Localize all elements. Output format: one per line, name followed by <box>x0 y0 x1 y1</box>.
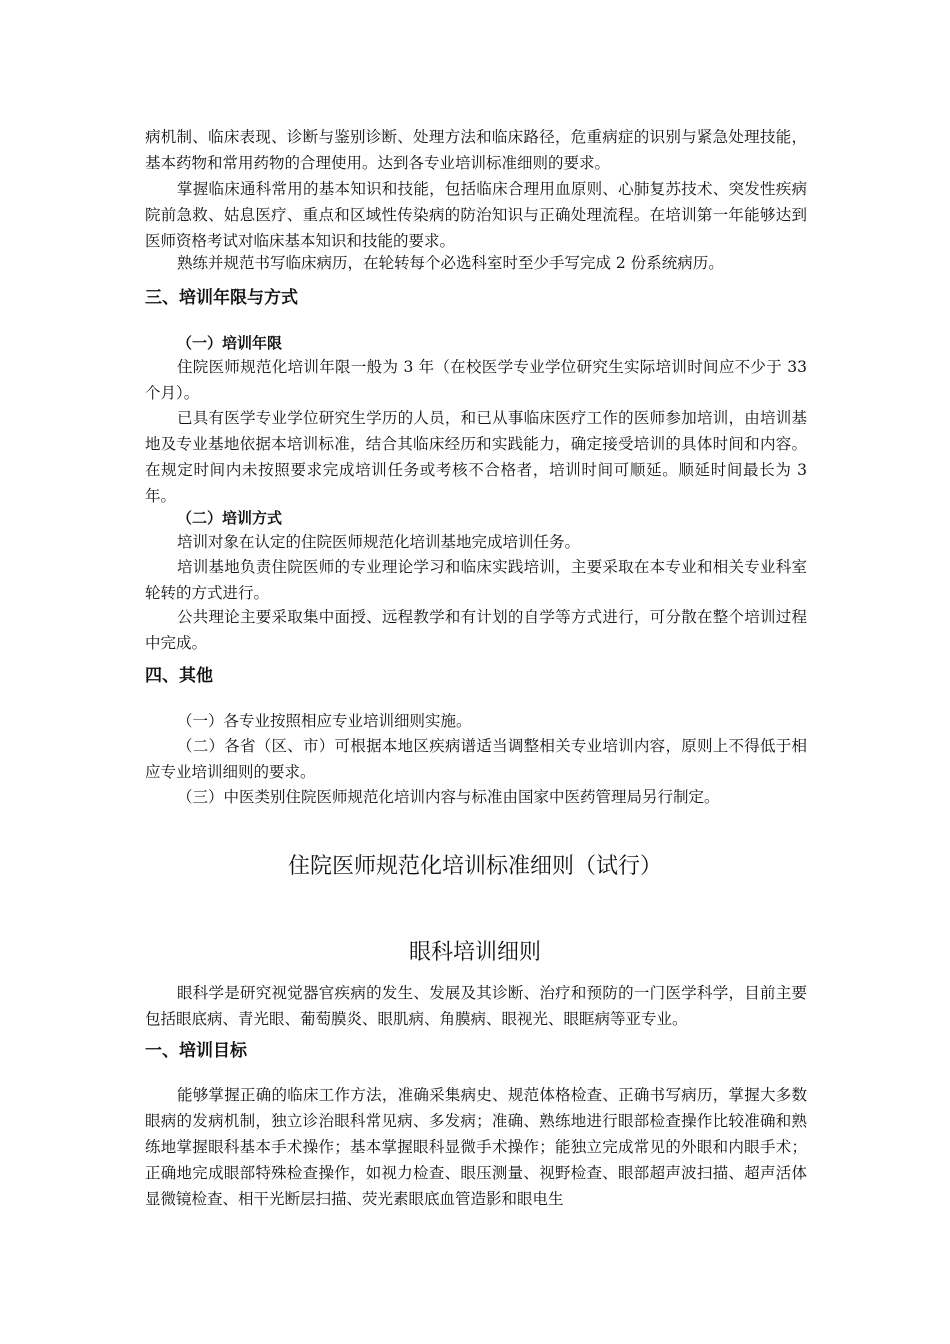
section3-sub2-paragraph-2: 培训基地负责住院医师的专业理论学习和临床实践培训，主要采取在本专业和相关专业科室轮转的方式进行。 <box>145 558 807 602</box>
section3-sub2-heading: （二）培训方式 <box>177 509 283 527</box>
document-title: 住院医师规范化培训标准细则（试行） <box>287 854 662 879</box>
training-goal-heading: 一、培训目标 <box>145 1041 247 1061</box>
section2-paragraph-1: 病机制、临床表现、诊断与鉴别诊断、处理方法和临床路径，危重病症的识别与紧急处理技能，基本药物和常用药物的合理使用。达到各专业培训标准细则的要求。 <box>145 128 807 172</box>
section3-sub1-paragraph-2: 已具有医学专业学位研究生学历的人员，和已从事临床医疗工作的医师参加培训，由培训基地及专业基地依据本培训标准，结合其临床经历和实践能力，确定接受培训的具体时间和内容。在规定时间内未按照要求完成培训任务或考核不合格者，培训时间可顺延。顺延时间最长为 3 年。 <box>145 409 807 505</box>
section4-item-1: （一）各专业按照相应专业培训细则实施。 <box>177 712 472 730</box>
training-goal-paragraph: 能够掌握正确的临床工作方法，准确采集病史、规范体格检查、正确书写病历，掌握大多数眼病的发病机制，独立诊治眼科常见病、多发病；准确、熟练地进行眼部检查操作比较准确和熟练地掌握眼科基本手术操作；基本掌握眼科显微手术操作；能独立完成常见的外眼和内眼手术；正确地完成眼部特殊检查操作，如视力检查、眼压测量、视野检查、眼部超声波扫描、超声活体显微镜检查、相干光断层扫描、荧光素眼底血管造影和眼电生 <box>145 1086 807 1208</box>
section2-paragraph-3: 熟练并规范书写临床病历，在轮转每个必选科室时至少手写完成 2 份系统病历。 <box>177 254 724 272</box>
section4-item-3: （三）中医类别住院医师规范化培训内容与标准由国家中医药管理局另行制定。 <box>177 788 720 806</box>
section3-heading: 三、培训年限与方式 <box>145 288 298 308</box>
section3-sub1-heading: （一）培训年限 <box>177 334 283 352</box>
section3-sub2-paragraph-3: 公共理论主要采取集中面授、远程教学和有计划的自学等方式进行，可分散在整个培训过程中完成。 <box>145 608 807 652</box>
section4-heading: 四、其他 <box>145 666 213 686</box>
section3-sub2-paragraph-1: 培训对象在认定的住院医师规范化培训基地完成培训任务。 <box>177 533 581 551</box>
section3-sub1-paragraph-1: 住院医师规范化培训年限一般为 3 年（在校医学专业学位研究生实际培训时间应不少于 33 个月）。 <box>145 358 807 402</box>
section4-item-2: （二）各省（区、市）可根据本地区疾病谱适当调整相关专业培训内容，原则上不得低于相应专业培训细则的要求。 <box>145 737 807 781</box>
ophthalmology-title: 眼科培训细则 <box>408 940 541 965</box>
ophthalmology-intro: 眼科学是研究视觉器官疾病的发生、发展及其诊断、治疗和预防的一门医学科学，目前主要包括眼底病、青光眼、葡萄膜炎、眼肌病、角膜病、眼视光、眼眶病等亚专业。 <box>145 984 807 1028</box>
section2-paragraph-2: 掌握临床通科常用的基本知识和技能，包括临床合理用血原则、心肺复苏技术、突发性疾病院前急救、姑息医疗、重点和区域性传染病的防治知识与正确处理流程。在培训第一年能够达到医师资格考试对临床基本知识和技能的要求。 <box>145 180 807 250</box>
